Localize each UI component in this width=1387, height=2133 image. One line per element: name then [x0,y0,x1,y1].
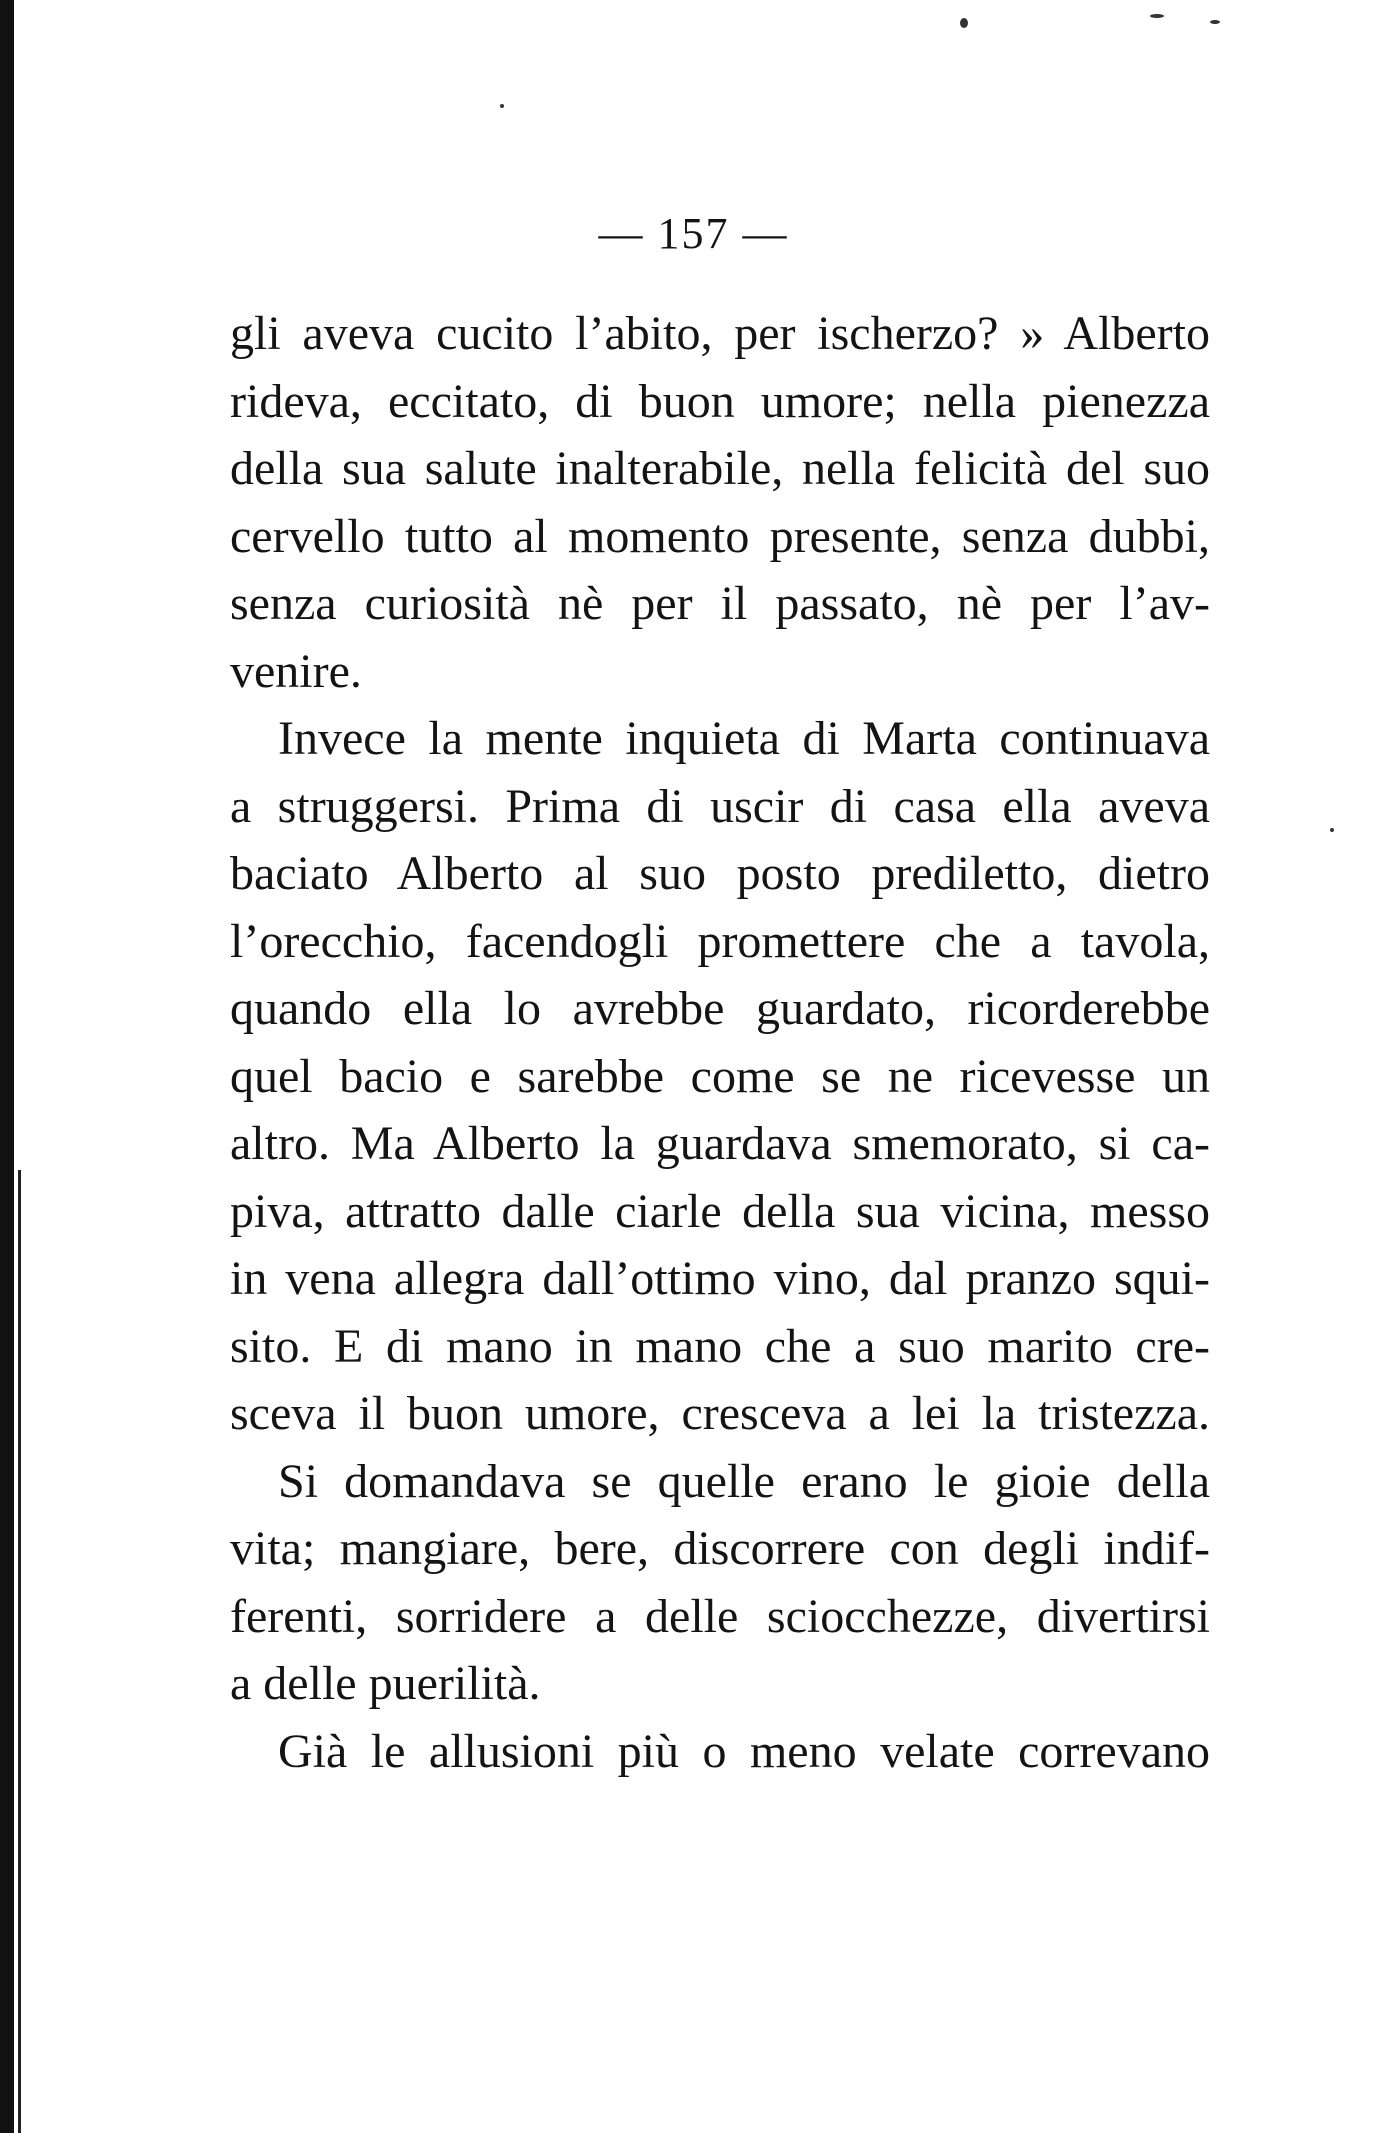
text-line: Già le allusioni più o meno velate correvano [278,1724,1210,1778]
text-line: baciato Alberto al suo posto prediletto, dietro [230,847,1210,900]
scan-speck [500,104,504,108]
text-line: quando ella lo avrebbe guardato, ricorderebbe [230,982,1210,1035]
page-number: — 157 — [598,209,789,258]
text-line: l’orecchio, facendogli promettere che a tavola, [230,914,1210,968]
text-line: quel bacio e sarebbe come se ne ricevesse un [230,1049,1210,1103]
text-line: venire. [230,644,362,698]
text-line: altro. Ma Alberto la guardava smemorato, si ca- [230,1117,1210,1170]
binding-edge [0,0,14,2133]
binding-shadow [18,1170,21,2133]
scan-speck [960,18,968,28]
text-line: a struggersi. Prima di uscir di casa ella aveva [230,779,1210,833]
text-line: sito. E di mano in mano che a suo marito cre- [230,1319,1210,1373]
body-text [230,300,1210,1785]
text-line: Si domandava se quelle erano le gioie della [278,1454,1210,1508]
text-line: ferenti, sorridere a delle sciocchezze, divertirsi [230,1589,1210,1643]
text-line: Invece la mente inquieta di Marta continuava [278,712,1210,765]
text-line: a delle puerilità. [230,1657,541,1710]
text-line: senza curiosità nè per il passato, nè per l’av- [230,577,1210,630]
text-line: vita; mangiare, bere, discorrere con degli indif- [230,1522,1210,1575]
scan-speck [1330,828,1334,832]
text-line: della sua salute inalterabile, nella felicità del suo [230,442,1210,495]
text-line: cervello tutto al momento presente, senza dubbi, [230,509,1210,563]
scan-speck [1210,20,1220,24]
scan-speck [1150,14,1164,18]
text-line: sceva il buon umore, cresceva a lei la tristezza. [230,1387,1210,1440]
text-line: piva, attratto dalle ciarle della sua vicina, messo [230,1184,1210,1238]
text-line: in vena allegra dall’ottimo vino, dal pranzo squi- [230,1252,1210,1305]
text-line: gli aveva cucito l’abito, per ischerzo? » Alberto [230,307,1210,360]
text-line: rideva, eccitato, di buon umore; nella pienezza [230,374,1210,428]
